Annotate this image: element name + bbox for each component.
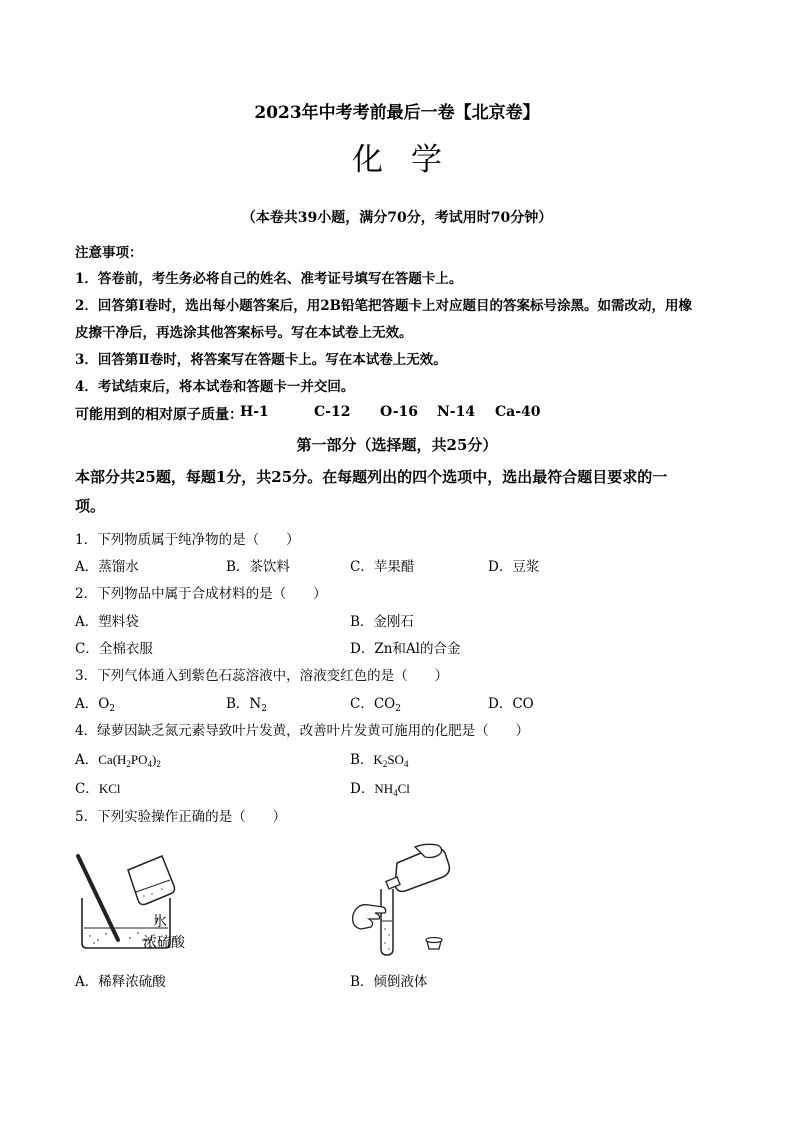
question-4-stem: 4．绿萝因缺乏氮元素导致叶片发黄，改善叶片发黄可施用的化肥是（ ） bbox=[75, 723, 530, 739]
exam-title: 2023年中考考前最后一卷【北京卷】 bbox=[254, 103, 540, 123]
question-1-option-c: C．苹果醋 bbox=[350, 559, 415, 575]
question-3-option-d: D．CO bbox=[488, 696, 534, 712]
figure-label-water: 水 bbox=[153, 914, 167, 930]
atomic-mass-c: C-12 bbox=[314, 404, 351, 420]
atomic-mass-ca: Ca-40 bbox=[495, 404, 541, 420]
notes-heading: 注意事项： bbox=[75, 245, 143, 261]
part1-instruction-line2: 项。 bbox=[75, 497, 106, 515]
note-item-3: 3．回答第Ⅱ卷时，将答案写在答题卡上。写在本试卷上无效。 bbox=[75, 352, 447, 368]
question-3-stem: 3．下列气体通入到紫色石蕊溶液中，溶液变红色的是（ ） bbox=[75, 668, 449, 684]
question-5-stem: 5．下列实验操作正确的是（ ） bbox=[75, 809, 287, 825]
question-3-option-a: A．$O_2$ bbox=[75, 696, 116, 714]
question-2-option-d: D．Zn和Al的合金 bbox=[350, 641, 461, 657]
question-4-option-b: B．$K_2SO_4$ bbox=[350, 752, 409, 769]
note-item-2: 2．回答第Ⅰ卷时，选出每小题答案后，用2B铅笔把答题卡上对应题目的答案标号涂黑。如需改动，用橡 bbox=[75, 298, 693, 314]
question-3-option-b: B．$N_2$ bbox=[226, 696, 267, 714]
note-item-1: 1．答卷前，考生务必将自己的姓名、准考证号填写在答题卡上。 bbox=[75, 271, 463, 287]
figure-pour-liquid bbox=[345, 843, 455, 958]
exam-info: （本卷共39小题，满分70分，考试用时70分钟） bbox=[241, 210, 553, 226]
question-1-option-b: B．茶饮料 bbox=[226, 559, 290, 575]
question-3-option-c: C．$CO_2$ bbox=[350, 696, 401, 714]
atomic-mass-h: H-1 bbox=[240, 404, 269, 420]
question-2-option-c: C．全棉衣服 bbox=[75, 641, 153, 657]
part1-title: 第一部分（选择题，共25分） bbox=[296, 436, 498, 454]
question-4-option-a: A．$Ca(H_2PO_4)_2$ bbox=[75, 752, 161, 769]
question-2-option-a: A．塑料袋 bbox=[75, 614, 139, 630]
question-4-option-c: C．KCl bbox=[75, 781, 121, 797]
note-item-2-continued: 皮擦干净后，再选涂其他答案标号。写在本试卷上无效。 bbox=[75, 325, 413, 341]
question-1-option-a: A．蒸馏水 bbox=[75, 559, 139, 575]
atomic-mass-n: N-14 bbox=[437, 404, 476, 420]
figure-label-concentrated-sulfuric-acid: 浓硫酸 bbox=[143, 935, 185, 951]
question-5-option-b: B．倾倒液体 bbox=[350, 974, 428, 990]
question-5-option-a: A．稀释浓硫酸 bbox=[75, 974, 166, 990]
question-4-option-d: D．$NH_4Cl$ bbox=[350, 781, 410, 798]
question-2-stem: 2．下列物品中属于合成材料的是（ ） bbox=[75, 586, 327, 602]
question-2-option-b: B．金刚石 bbox=[350, 614, 414, 630]
question-1-option-d: D．豆浆 bbox=[488, 559, 540, 575]
part1-instruction-line1: 本部分共25题，每题1分，共25分。在每题列出的四个选项中，选出最符合题目要求的一 bbox=[75, 468, 668, 486]
subject-title: 化学 bbox=[352, 142, 470, 178]
note-item-4: 4．考试结束后，将本试卷和答题卡一并交回。 bbox=[75, 379, 355, 395]
atomic-mass-o: O-16 bbox=[380, 404, 419, 420]
question-1-stem: 1．下列物质属于纯净物的是（ ） bbox=[75, 532, 300, 548]
atomic-mass-label: 可能用到的相对原子质量： bbox=[75, 407, 243, 423]
